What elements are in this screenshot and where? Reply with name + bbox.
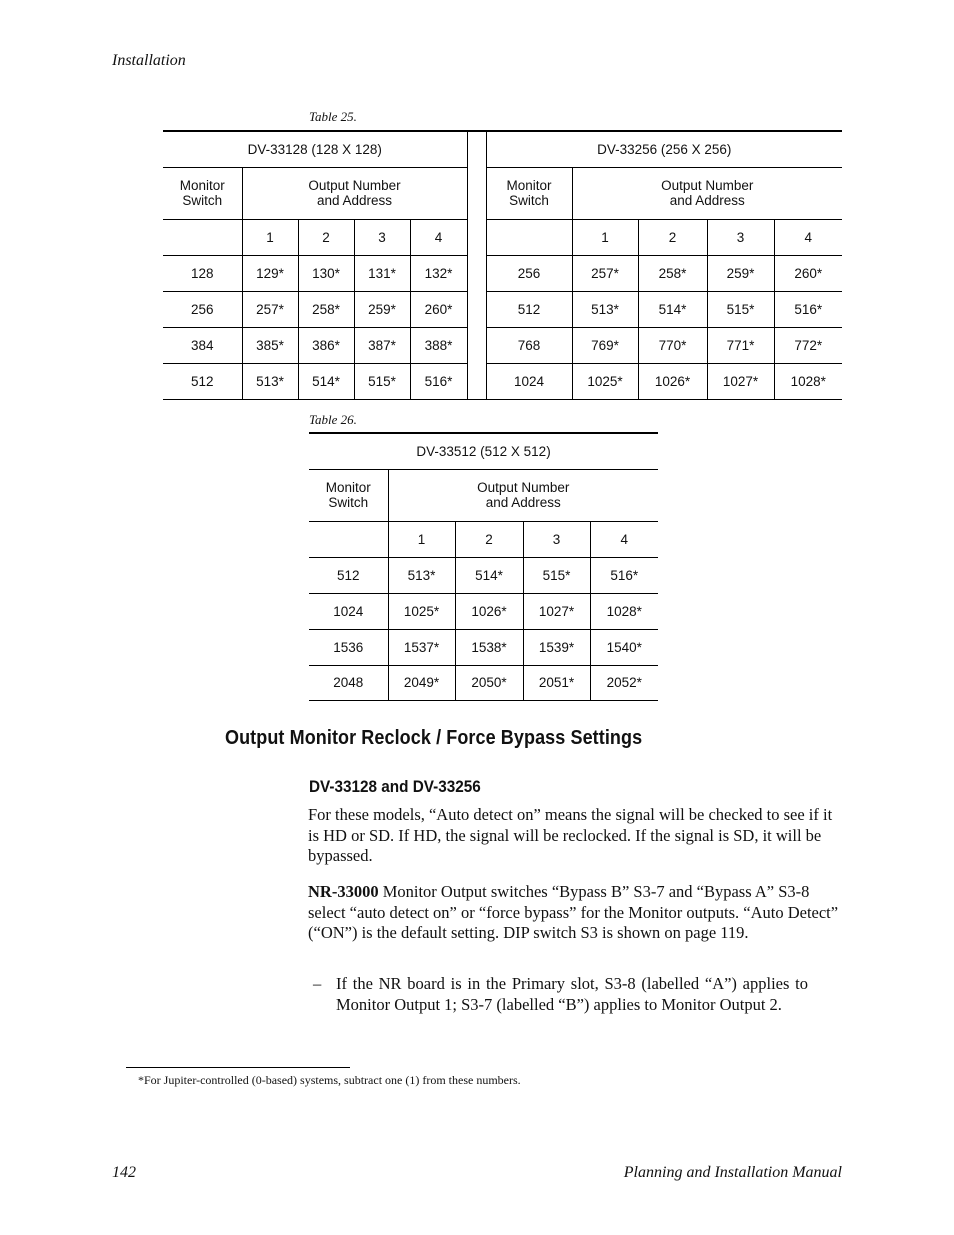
table-cell: 260*	[774, 255, 842, 291]
page-number: 142	[112, 1164, 136, 1181]
table-cell: 2052*	[590, 665, 658, 700]
header-line: Switch	[509, 193, 549, 208]
table-cell: 1025*	[388, 593, 455, 629]
table-cell: 258*	[638, 255, 707, 291]
table-cell: 2048	[309, 665, 388, 700]
header-line: Switch	[182, 193, 223, 208]
table-cell: 3	[523, 521, 590, 557]
header-line: Output Number	[661, 178, 754, 193]
table-row	[309, 665, 658, 700]
table-cell: 259*	[354, 291, 410, 327]
table-cell	[309, 521, 388, 557]
table-cell: 516*	[410, 363, 467, 399]
table-cell: 3	[707, 219, 774, 255]
table-25-gap	[467, 255, 486, 291]
table-cell: 2049*	[388, 665, 455, 700]
table-cell: 1024	[309, 593, 388, 629]
paragraph-auto-detect: For these models, “Auto detect on” means the signal will be checked to see if it is HD or SD. If HD, the signal will be reclocked. If the signal is SD, it will be bypassed.	[308, 805, 833, 865]
table-cell: 4	[410, 219, 467, 255]
table-row	[163, 255, 842, 291]
header-line: Monitor	[179, 178, 225, 193]
table-25-left-title: DV-33128 (128 X 128)	[163, 131, 467, 167]
table-cell: 259*	[707, 255, 774, 291]
subsection-heading: DV-33128 and DV-33256	[309, 777, 481, 796]
footnote-rule	[126, 1067, 350, 1068]
table-cell: 769*	[572, 327, 638, 363]
table-cell: 386*	[298, 327, 354, 363]
table-cell: 4	[590, 521, 658, 557]
header-line: Output Number	[477, 480, 570, 495]
bullet-primary-slot: If the NR board is in the Primary slot, S3-8 (labelled “A”) applies to Monitor Output 1; S3-7 (labelled “B”) applies to Monitor Output 2.	[336, 974, 808, 1014]
table-25-caption: Table 25.	[309, 109, 357, 124]
table-cell: 516*	[774, 291, 842, 327]
table-cell: 2051*	[523, 665, 590, 700]
table-cell	[163, 219, 242, 255]
table-cell: 258*	[298, 291, 354, 327]
header-line: and Address	[316, 193, 393, 208]
paragraph-text: Monitor Output switches “Bypass B” S3-7 and “Bypass A” S3-8 select “auto detect on” or “force bypass” for the Monitor outputs. “Auto Detect” (“ON”) is the default setting. DIP switch S3 is shown on page 119.	[308, 882, 839, 942]
table-cell: 129*	[242, 255, 298, 291]
table-cell: 1538*	[455, 629, 523, 665]
paragraph-nr-33000	[308, 882, 840, 944]
footnote: *For Jupiter-controlled (0-based) systems, subtract one (1) from these numbers.	[138, 1073, 521, 1087]
table-25-gap	[467, 219, 486, 255]
table-26-monitor-header	[309, 469, 388, 521]
table-cell: 260*	[410, 291, 467, 327]
header-line: and Address	[669, 193, 745, 208]
table-cell: 1539*	[523, 629, 590, 665]
table-cell: 1	[572, 219, 638, 255]
header-line: and Address	[485, 495, 561, 510]
table-cell: 1026*	[638, 363, 707, 399]
table-25-left-output-header	[242, 167, 467, 219]
table-cell: 387*	[354, 327, 410, 363]
table-25-gap	[467, 327, 486, 363]
table-cell	[486, 219, 572, 255]
section-heading: Output Monitor Reclock / Force Bypass Settings	[225, 727, 643, 749]
table-25-right-monitor-header	[486, 167, 572, 219]
table-cell: 515*	[354, 363, 410, 399]
table-cell: 131*	[354, 255, 410, 291]
table-cell: 3	[354, 219, 410, 255]
table-26-title: DV-33512 (512 X 512)	[309, 433, 658, 469]
table-25-left-monitor-header	[163, 167, 242, 219]
table-cell: 132*	[410, 255, 467, 291]
table-25-right-output-header	[572, 167, 842, 219]
table-cell: 1027*	[523, 593, 590, 629]
model-name: NR-33000	[308, 882, 379, 901]
table-cell: 1	[388, 521, 455, 557]
table-25-gap	[467, 167, 486, 219]
running-head: Installation	[112, 52, 186, 69]
table-cell: 512	[486, 291, 572, 327]
table-cell: 1028*	[774, 363, 842, 399]
table-cell: 2	[638, 219, 707, 255]
table-cell: 128	[163, 255, 242, 291]
table-26-output-header	[388, 469, 658, 521]
table-cell: 257*	[242, 291, 298, 327]
table-cell: 513*	[388, 557, 455, 593]
table-25-gap	[467, 291, 486, 327]
table-cell: 388*	[410, 327, 467, 363]
table-cell: 768	[486, 327, 572, 363]
header-line: Monitor	[506, 178, 552, 193]
table-cell: 513*	[572, 291, 638, 327]
table-cell: 512	[163, 363, 242, 399]
table-25-right-title: DV-33256 (256 X 256)	[486, 131, 842, 167]
table-cell: 515*	[707, 291, 774, 327]
table-cell: 257*	[572, 255, 638, 291]
table-cell: 1025*	[572, 363, 638, 399]
table-cell: 771*	[707, 327, 774, 363]
table-cell: 512	[309, 557, 388, 593]
table-cell: 513*	[242, 363, 298, 399]
table-cell: 256	[163, 291, 242, 327]
table-cell: 515*	[523, 557, 590, 593]
table-cell: 256	[486, 255, 572, 291]
header-line: Output Number	[308, 178, 401, 193]
table-25-gap	[467, 131, 486, 167]
table-cell: 2	[455, 521, 523, 557]
table-cell: 1028*	[590, 593, 658, 629]
table-cell: 514*	[298, 363, 354, 399]
table-cell: 514*	[455, 557, 523, 593]
table-cell: 1537*	[388, 629, 455, 665]
table-cell: 2050*	[455, 665, 523, 700]
table-cell: 514*	[638, 291, 707, 327]
table-row	[163, 363, 842, 399]
table-25-gap	[467, 363, 486, 399]
table-cell: 516*	[590, 557, 658, 593]
manual-title: Planning and Installation Manual	[623, 1164, 842, 1181]
bullet-dash: –	[313, 974, 322, 993]
table-cell: 130*	[298, 255, 354, 291]
table-cell: 1024	[486, 363, 572, 399]
table-cell: 384	[163, 327, 242, 363]
table-cell: 2	[298, 219, 354, 255]
table-cell: 770*	[638, 327, 707, 363]
header-line: Monitor	[325, 480, 371, 495]
table-cell: 4	[774, 219, 842, 255]
table-cell: 1027*	[707, 363, 774, 399]
header-line: Switch	[328, 495, 369, 510]
table-26-caption: Table 26.	[309, 412, 357, 427]
table-cell: 772*	[774, 327, 842, 363]
table-cell: 1540*	[590, 629, 658, 665]
table-row	[309, 557, 658, 593]
table-cell: 1	[242, 219, 298, 255]
table-cell: 1536	[309, 629, 388, 665]
table-26	[309, 432, 658, 701]
table-row	[309, 629, 658, 665]
table-row	[163, 327, 842, 363]
table-cell: 385*	[242, 327, 298, 363]
table-25	[163, 130, 842, 400]
table-row	[309, 593, 658, 629]
table-row	[163, 291, 842, 327]
table-cell: 1026*	[455, 593, 523, 629]
